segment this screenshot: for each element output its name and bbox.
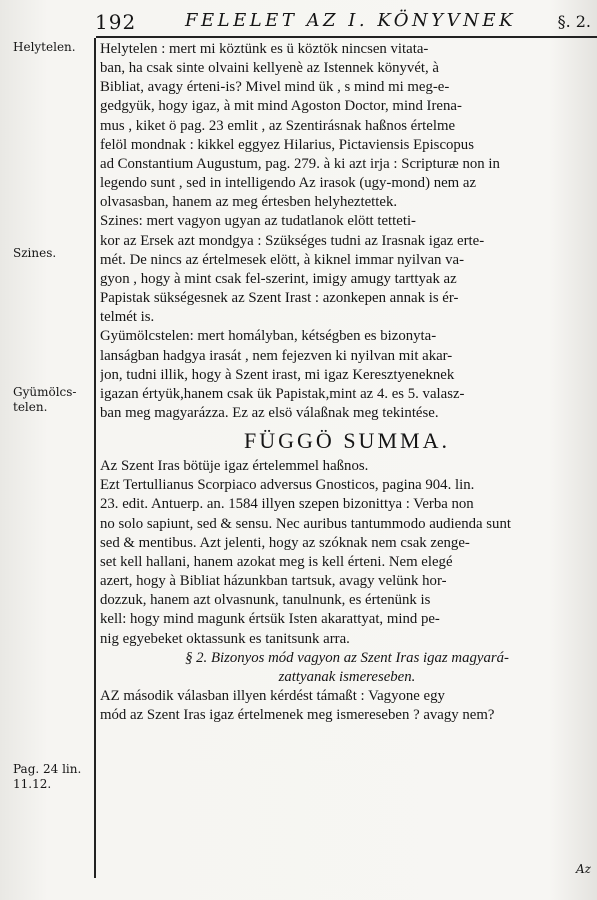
closing-paragraph	[100, 687, 594, 725]
text-line: ad Constantium Augustum, pag. 279. à ki azt irja : Scripturæ non in	[100, 155, 500, 172]
text-line: legendo sunt , sed in intelligendo Az irasok (ugy-mond) nem az	[100, 175, 477, 192]
body-paragraphs	[100, 40, 594, 423]
text-line: sed & mentibus. Azt jelenti, hogy az szóknak nem csak zenge-	[100, 534, 470, 551]
text-line: mus , kiket ö pag. 23 emlit , az Szentirásnak haßnos értelme	[100, 117, 456, 134]
catchword: Az	[576, 862, 591, 876]
text-line: ban, ha csak sinte olvaini kellyenè az Istennek könyvét, à	[100, 60, 439, 77]
text-line: ban meg magyarázza. Ez az elsö válaßnak meg tekintése.	[100, 404, 439, 421]
page-header	[95, 6, 597, 38]
section-title-line-2: zattyanak ismereseben.	[278, 668, 416, 685]
text-line: mét. De nincs az értelmesek elött, à kiknel immar nyilvan va-	[100, 251, 465, 268]
text-line: igazan értyük,hanem csak ük Papistak,mint az 4. es 5. valasz-	[100, 385, 465, 402]
text-line: Szines: mert vagyon ugyan az tudatlanok elött tetteti-	[100, 213, 416, 230]
text-line: olvasasban, hanem az meg értesben helyheztettek.	[100, 194, 398, 211]
text-line: jon, tudni illik, hogy à Szent irast, mi igaz Keresztyeneknek	[100, 366, 455, 383]
text-line: Bibliat, avagy érteni-is? Mivel mind ük , s mind mi meg-e-	[100, 79, 450, 96]
text-line: kell: hogy mind magunk értsük Isten akarattyat, mind pe-	[100, 611, 440, 628]
text-line: telmét is.	[100, 309, 155, 326]
text-line: Helytelen : mert mi köztünk es ü köztök nincsen vitata-	[100, 41, 429, 57]
main-text	[100, 40, 594, 725]
page-number: 192	[95, 10, 137, 34]
section-mark: §. 2.	[557, 12, 591, 31]
text-line: AZ második válasban illyen kérdést támaßt : Vagyone egy	[100, 687, 445, 704]
section-title-line-1: § 2. Bizonyos mód vagyon az Szent Iras igaz magyará-	[185, 649, 509, 666]
text-line: Ezt Tertullianus Scorpiaco adversus Gnosticos, pagina 904. lin.	[100, 477, 475, 494]
text-line: Papistak sükségesnek az Szent Irast : azonkepen annak is ér-	[100, 290, 459, 307]
header-rule	[96, 36, 597, 38]
text-line: Gyümölcstelen: mert homályban, kétségben es bizonyta-	[100, 328, 437, 345]
text-line: kor az Ersek azt mondgya : Szükséges tudni az Irasnak igaz erte-	[100, 232, 485, 249]
text-line: set kell hallani, hanem azokat meg is kell érteni. Nem elegé	[100, 553, 453, 570]
text-line: Az Szent Iras bötüje igaz értelemmel haßnos.	[100, 458, 369, 475]
summa-paragraph	[100, 457, 594, 649]
text-line: dozzuk, hanem azt olvasnunk, tanulnunk, es értenünk is	[100, 592, 431, 609]
summa-heading: FÜGGÖ SUMMA.	[244, 428, 450, 454]
text-line: lanságban hadgya irasát , nem fejezven ki nyilvan mit akar-	[100, 347, 453, 364]
text-line: gedgyük, hogy igaz, à mit mind Agoston Doctor, mind Irena-	[100, 98, 462, 115]
margin-note: Szines.	[13, 246, 57, 260]
text-line: azert, hogy à Bibliat házunkban tartsuk, avagy velünk hor-	[100, 573, 447, 590]
text-line: nig egyebeket oktassunk es tanitsunk arra.	[100, 630, 350, 647]
text-line: mód az Szent Iras igaz értelmenek meg ismereseben ? avagy nem?	[100, 706, 495, 723]
text-line: felöl mondnak : kikkel eggyez Hilarius, Pictaviensis Episcopus	[100, 136, 474, 153]
text-line: 23. edit. Antuerp. an. 1584 illyen szepen bizonittya : Verba non	[100, 496, 474, 513]
running-title: FELELET AZ I. KÖNYVNEK	[185, 10, 517, 31]
margin-note: Pag. 24 lin. 11.12.	[13, 762, 82, 791]
text-line: no solo sapiunt, sed & sensu. Nec auribus tantummodo audienda sunt	[100, 515, 511, 532]
margin-note: Gyümölcs- telen.	[13, 385, 77, 414]
text-line: gyon , hogy à mint csak fel-szerint, imigy amugy tarttyak az	[100, 270, 457, 287]
margin-rule	[94, 38, 96, 878]
margin-note: Helytelen.	[13, 40, 76, 54]
